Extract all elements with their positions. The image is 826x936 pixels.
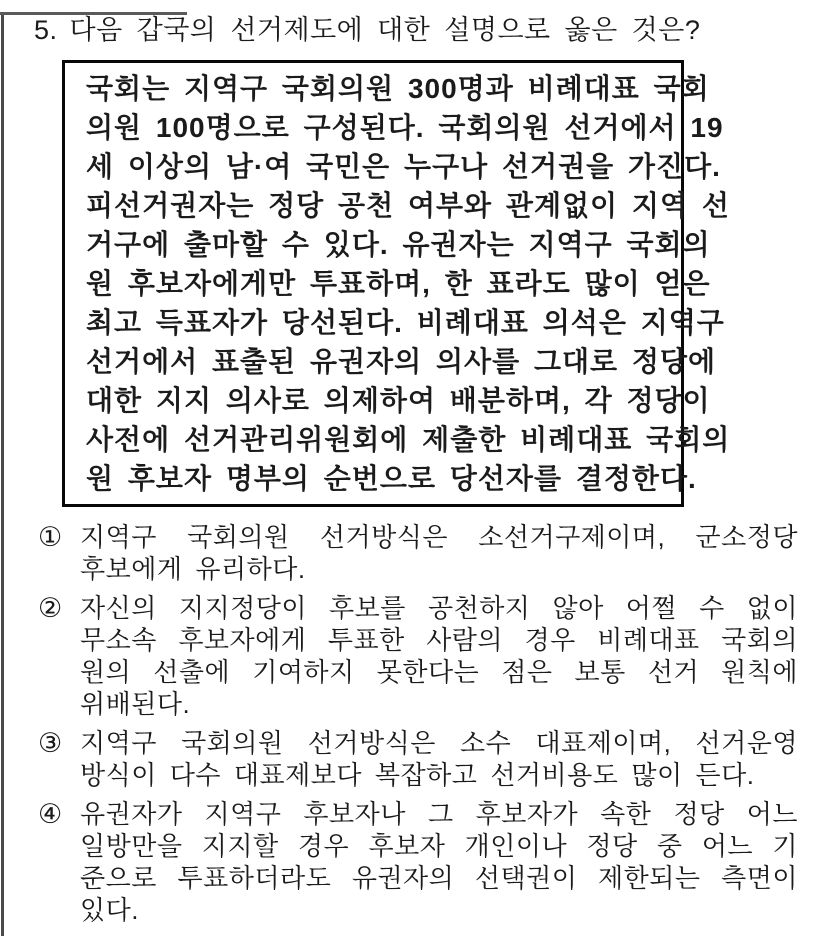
option-2: [38, 592, 798, 720]
option-2-marker: ②: [38, 593, 63, 623]
passage-line: 선거에서 표출된 유권자의 의사를 그대로 정당에: [86, 346, 717, 377]
passage-line: 대한 지지 의사로 의제하여 배분하며, 각 정당이: [86, 385, 711, 416]
option-1-marker: ①: [38, 522, 63, 552]
option-3-marker: ③: [38, 728, 63, 758]
passage-line: 피선거권자는 정당 공천 여부와 관계없이 지역 선: [86, 190, 730, 221]
question-number: 5.: [34, 15, 58, 45]
answer-options: [38, 521, 798, 926]
question-header: [34, 12, 826, 48]
option-3-text: [80, 727, 798, 791]
passage-line: 최고 득표자가 당선된다. 비례대표 의석은 지역구: [86, 307, 725, 338]
option-1-text: [80, 521, 798, 585]
option-line: 지역구 국회의원 선거방식은 소선거구제이며, 군소정당: [80, 522, 798, 552]
page-top-border: [0, 12, 187, 15]
passage-line: 국회는 지역구 국회의원 300명과 비례대표 국회: [86, 73, 710, 104]
option-line: 원의 선출에 기여하지 못한다는 점은 보통 선거 원칙에: [80, 657, 798, 687]
option-line: 자신의 지지정당이 후보를 공천하지 않아 어쩔 수 없이: [80, 593, 798, 623]
option-1: [38, 521, 798, 585]
passage-box: [62, 60, 731, 507]
option-4-text: [80, 798, 798, 926]
option-line: 유권자가 지역구 후보자나 그 후보자가 속한 정당 어느: [80, 799, 798, 829]
option-4-marker: ④: [38, 799, 63, 829]
option-2-text: [80, 592, 798, 720]
passage-line: 세 이상의 남·여 국민은 누구나 선거권을 가진다.: [86, 151, 721, 182]
option-line: 무소속 후보자에게 투표한 사람의 경우 비례대표 국회의: [80, 625, 798, 655]
passage-line: 의원 100명으로 구성된다. 국회의원 선거에서 19: [86, 112, 724, 143]
option-line: 후보에게 유리하다.: [80, 554, 306, 584]
option-line: 지역구 국회의원 선거방식은 소수 대표제이며, 선거운영: [80, 728, 798, 758]
option-line: 준으로 투표하더라도 유권자의 선택권이 제한되는 측면이: [80, 863, 798, 893]
passage-line: 원 후보자 명부의 순번으로 당선자를 결정한다.: [86, 463, 697, 494]
page-left-border: [1, 12, 4, 936]
option-line: 방식이 다수 대표제보다 복잡하고 선거비용도 많이 든다.: [80, 760, 755, 790]
option-line: 일방만을 지지할 경우 후보자 개인이나 정당 중 어느 기: [80, 831, 798, 861]
option-3: [38, 727, 798, 791]
passage-line: 사전에 선거관리위원회에 제출한 비례대표 국회의: [86, 424, 731, 455]
option-line: 있다.: [80, 895, 139, 925]
question-title: 다음 갑국의 선거제도에 대한 설명으로 옳은 것은?: [69, 15, 701, 45]
passage-line: 거구에 출마할 수 있다. 유권자는 지역구 국회의: [86, 229, 711, 260]
passage-line: 원 후보자에게만 투표하며, 한 표라도 많이 얻은: [86, 268, 711, 299]
option-line: 위배된다.: [80, 689, 191, 719]
option-4: [38, 798, 798, 926]
